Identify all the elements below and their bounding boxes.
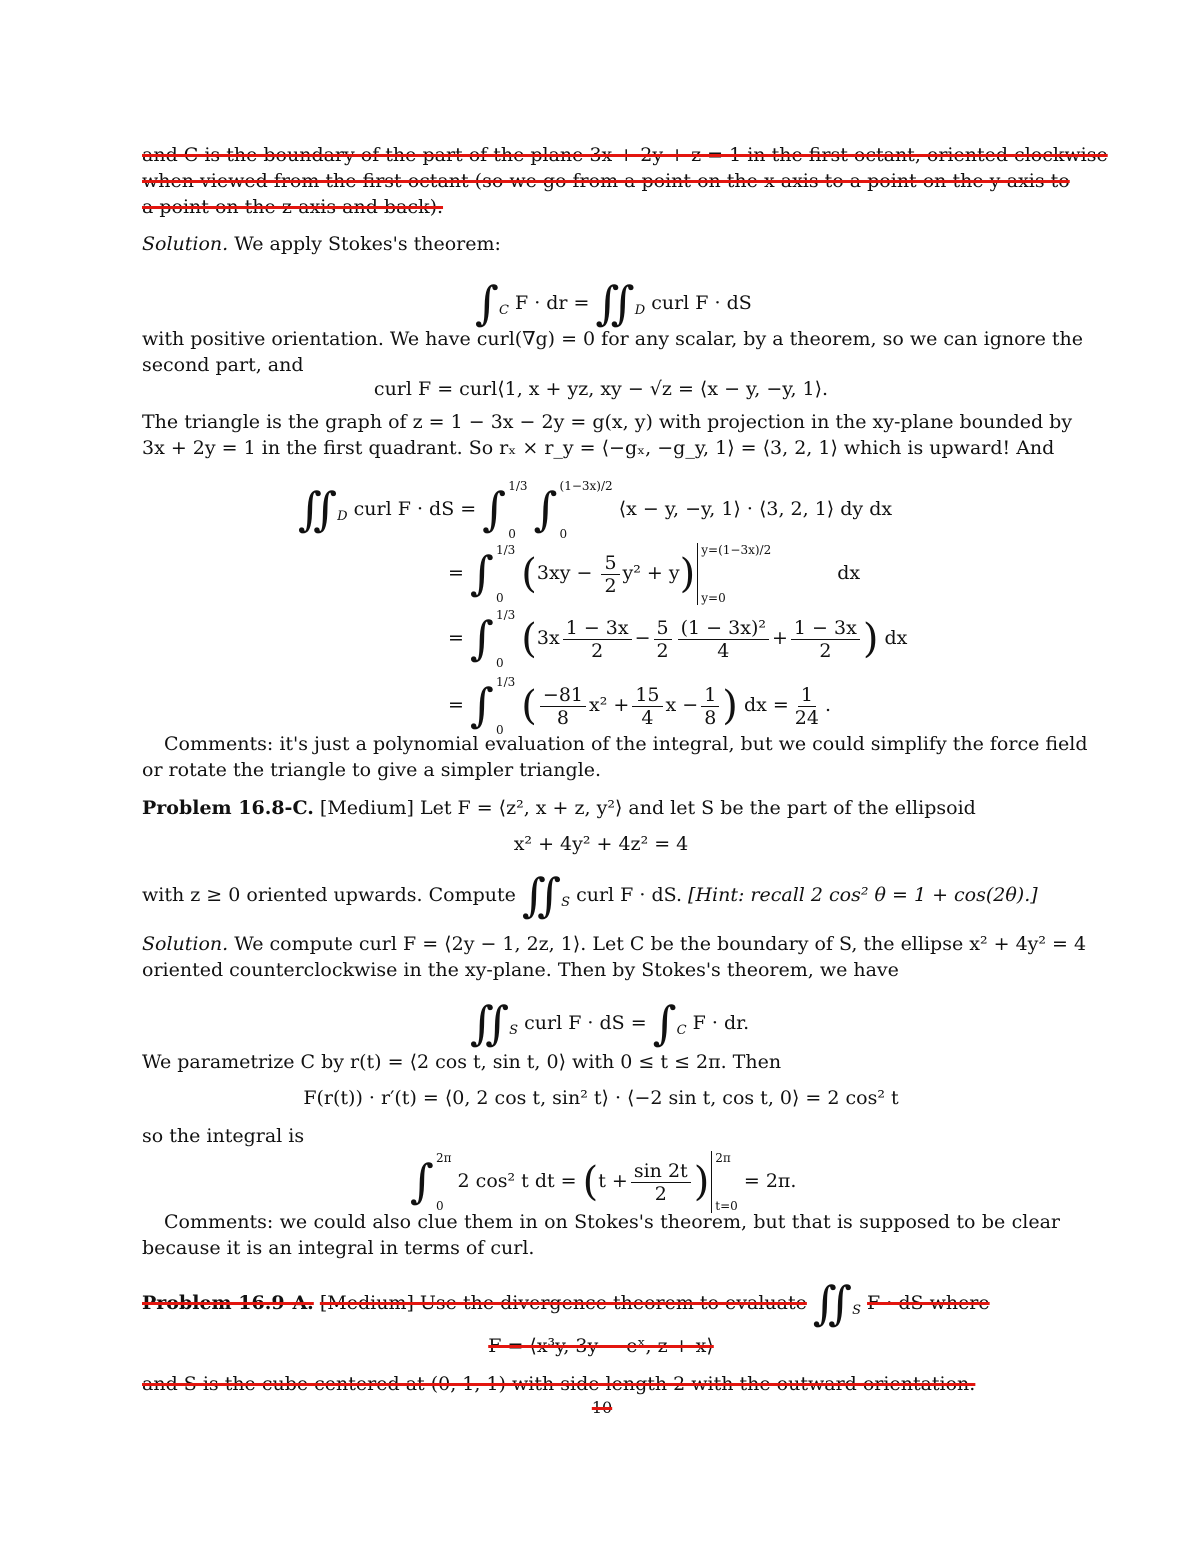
problem-title: Problem 16.8-C. xyxy=(142,797,314,819)
double-integral-subscript: D xyxy=(337,508,348,524)
evaluation-bar: y=(1−3x)/2 y=0 xyxy=(697,543,771,605)
integral-limits: 2π 0 xyxy=(435,1151,452,1213)
stokes-rhs: curl F · dS xyxy=(651,292,752,314)
double-integral-sign: ∬ xyxy=(298,482,338,536)
with-text: with z ≥ 0 oriented upwards. Compute xyxy=(142,884,516,906)
parametrize-line: We parametrize C by r(t) = ⟨2 cos t, sin t, 0⟩ with 0 ≤ t ≤ 2π. Then xyxy=(142,1051,782,1073)
calc-line-4: = ∫ 1/3 0 ( $\frac{-81}{8}$ x² + $\frac{15}{4}$ x − $\frac{1}{8}$ ) dx = $\frac{1}{24}$ . xyxy=(448,675,832,737)
double-integral-subscript: S xyxy=(509,1022,519,1038)
integral-sign: ∫ xyxy=(469,611,494,665)
calc-line-1-integrand: ⟨x − y, −y, 1⟩ · ⟨3, 2, 1⟩ dy dx xyxy=(618,498,893,520)
integral-body: F · dS where xyxy=(867,1292,990,1314)
page-number: 10 xyxy=(591,1398,613,1417)
struck-line-3: a point on the z-axis and back). xyxy=(142,196,444,218)
final-integral: ∫ 2π 0 2 cos² t dt = (t + $\frac{\sin 2t}{2}$ ) 2π t=0 = 2π. xyxy=(410,1151,797,1213)
integral-limits: 1/3 0 xyxy=(495,543,516,605)
problem-16-9-a-statement xyxy=(142,1270,990,1330)
paragraph-2-line-2: 3x + 2y = 1 in the first quadrant. So rₓ × r_y = ⟨−gₓ, −g_y, 1⟩ = ⟨3, 2, 1⟩ which is upward! And xyxy=(142,437,1055,459)
curl-equation: curl F = curl⟨1, x + yz, xy − √z = ⟨x − y, −y, 1⟩. xyxy=(373,378,829,400)
solution-label: Solution. xyxy=(142,933,229,955)
solution-2-text: We compute curl F = ⟨2y − 1, 2z, 1⟩. Let C be the boundary of S, the ellipse x² + 4y² = 4 xyxy=(234,933,1087,955)
comments-1-line-2: or rotate the triangle to give a simpler triangle. xyxy=(142,759,602,781)
calc-line-3: = ∫ 1/3 0 (3x $\frac{1 - 3x}{2}$ − $\frac{5}{2}$ $\frac{\text{(1 − 3x)²}}{4}$ + $\frac{1 - 3x}{2}$ ) dx xyxy=(448,608,908,670)
problem-statement-text: [Medium] Use the divergence theorem to evaluate xyxy=(319,1292,807,1314)
struck-line-2: when viewed from the first octant (so we go from a point on the x-axis to a point on the y-axis to xyxy=(142,170,1070,192)
integral-limits: (1−3x)/2 0 xyxy=(559,479,613,541)
integral-sign: ∫ xyxy=(652,996,677,1050)
problem-16-8-c-statement xyxy=(142,796,1060,820)
integral-body: 2 cos² t dt = xyxy=(457,1170,577,1192)
double-integral-subscript: S xyxy=(852,1302,861,1318)
calc-line-1 xyxy=(298,476,892,541)
solution-1-intro xyxy=(142,232,1060,256)
hint-text: [Hint: recall 2 cos² θ = 1 + cos(2θ).] xyxy=(688,884,1038,906)
stokes-equation xyxy=(475,270,752,330)
solution-2-line-2: oriented counterclockwise in the xy-plane. Then by Stokes's theorem, we have xyxy=(142,959,899,981)
paragraph-1-line-2: second part, and xyxy=(142,354,304,376)
integral-sign: ∫ xyxy=(533,482,558,536)
integral-sign: ∫ xyxy=(482,482,507,536)
integral-sign: ∫ xyxy=(469,678,494,732)
integral-result: = 2π. xyxy=(743,1170,797,1192)
double-integral-sign: ∬ xyxy=(521,868,562,922)
solution-2-line-1 xyxy=(142,932,1087,956)
double-integral-sign: ∬ xyxy=(470,996,510,1050)
problem-title: Problem 16.9-A. xyxy=(142,1292,314,1314)
double-integral-subscript: S xyxy=(561,894,571,910)
solution-label: Solution. xyxy=(142,233,229,255)
evaluation-bar: 2π t=0 xyxy=(711,1151,738,1213)
paragraph-2-line-1: The triangle is the graph of z = 1 − 3x − 2y = g(x, y) with projection in the xy-plane bounded by xyxy=(142,411,1073,433)
integral-sign: ∫ xyxy=(410,1154,434,1208)
calc-line-2: = ∫ 1/3 0 (3xy − $\frac{5}{2}$ y² + y) y=(1−3x)/2 y=0 dx xyxy=(448,543,861,605)
stokes-rhs: F · dr. xyxy=(692,1012,750,1034)
stokes-equation-2 xyxy=(470,990,750,1050)
integral-sign: ∫ xyxy=(475,276,499,330)
double-integral-sign: ∬ xyxy=(595,276,635,330)
so-integral-text: so the integral is xyxy=(142,1125,305,1147)
paragraph-1-line-1: with positive orientation. We have curl(∇g) = 0 for any scalar, by a theorem, so we can ignore the xyxy=(142,328,1084,350)
double-integral-sign: ∬ xyxy=(812,1276,853,1330)
vector-field-equation: F = ⟨x³y, 3y − eˣ, z + x⟩ xyxy=(488,1335,714,1357)
double-integral-subscript: D xyxy=(634,302,646,318)
problem-16-9-a-last-line: and S is the cube centered at (0, 1, 1) with side length 2 with the outward orientation. xyxy=(142,1373,976,1395)
integral-limits: 1/3 0 xyxy=(495,608,516,670)
stokes-lhs: F · dr = xyxy=(514,292,590,314)
compute-integrand: curl F · dS. xyxy=(576,884,682,906)
integral-subscript: C xyxy=(498,302,509,318)
struck-line-1: and C is the boundary of the part of the plane 3x + 2y + z = 1 in the first octant, oriented clockwise xyxy=(142,144,1108,166)
comments-2-line-1: Comments: we could also clue them in on Stokes's theorem, but that is supposed to be clear xyxy=(164,1211,1060,1233)
comments-2-line-2: because it is an integral in terms of curl. xyxy=(142,1237,535,1259)
ellipsoid-equation: x² + 4y² + 4z² = 4 xyxy=(513,833,689,855)
integral-subscript: C xyxy=(676,1022,687,1038)
stokes-lhs: curl F · dS = xyxy=(524,1012,647,1034)
comments-1-line-1: Comments: it's just a polynomial evaluation of the integral, but we could simplify the force field xyxy=(164,733,1088,755)
solution-intro-text: We apply Stokes's theorem: xyxy=(234,233,501,255)
integral-limits: 1/3 0 xyxy=(495,675,516,737)
calc-lhs: curl F · dS = xyxy=(353,498,477,520)
problem-statement-text: [Medium] Let F = ⟨z², x + z, y²⟩ and let S be the part of the ellipsoid xyxy=(319,797,976,819)
integral-sign: ∫ xyxy=(469,546,494,600)
problem-compute-line xyxy=(142,862,1038,922)
integral-limits: 1/3 0 xyxy=(508,479,528,541)
dot-product-equation: F(r(t)) · r′(t) = ⟨0, 2 cos t, sin² t⟩ · ⟨−2 sin t, cos t, 0⟩ = 2 cos² t xyxy=(303,1087,899,1109)
